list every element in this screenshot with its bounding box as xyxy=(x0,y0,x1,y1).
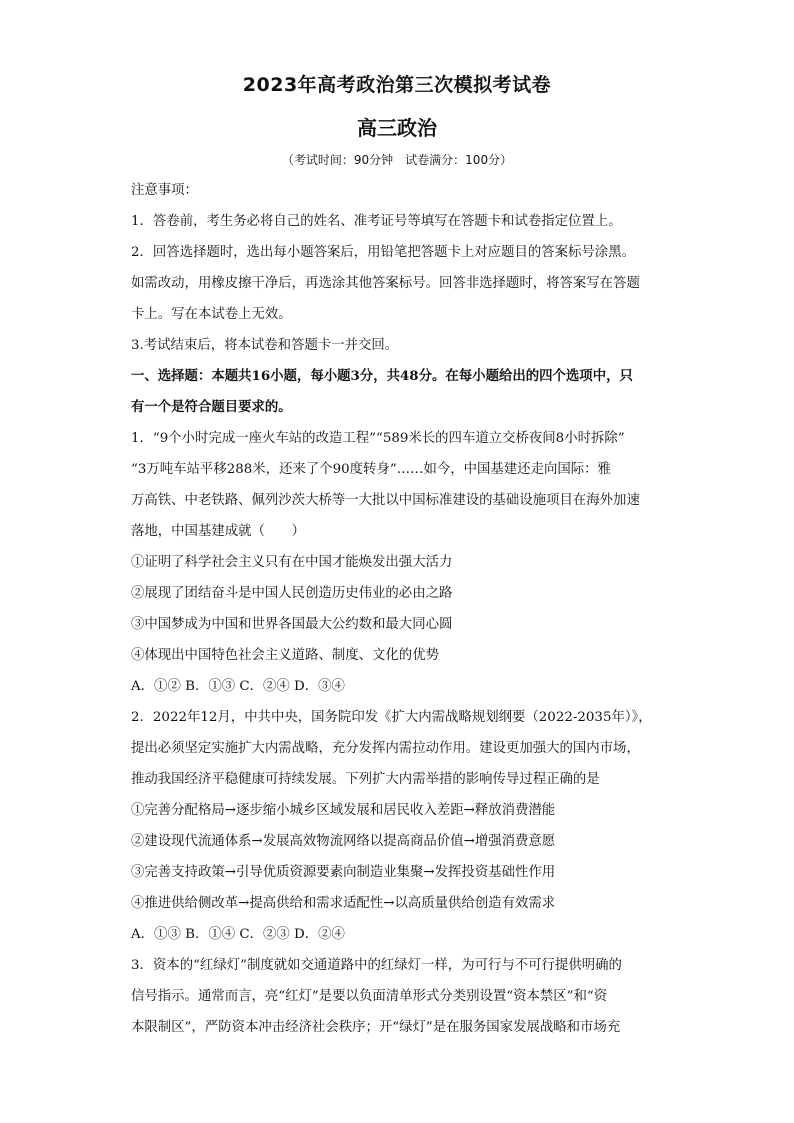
q2-option-1: ①完善分配格局→逐步缩小城乡区域发展和居民收入差距→释放消费潜能 xyxy=(131,803,556,818)
q3-line-1: 3．资本的“红绿灯”制度就如交通道路中的红绿灯一样，为可行与不可行提供明确的 xyxy=(131,958,622,973)
q3-line-3: 本限制区”，严防资本冲击经济社会秩序；开“绿灯”是在服务国家发展战略和市场充 xyxy=(131,1020,621,1035)
main-title: 2023年高考政治第三次模拟考试卷 xyxy=(242,74,552,96)
note-item-3: 3.考试结束后，将本试卷和答题卡一并交回。 xyxy=(131,338,399,353)
q1-option-3: ③中国梦成为中国和世界各国最大公约数和最大同心圆 xyxy=(131,617,453,632)
q1-line-2: “3万吨车站平移288米，还来了个90度转身”……如今，中国基建还走向国际：雅 xyxy=(131,462,611,477)
q2-option-3: ③完善支持政策→引导优质资源要素向制造业集聚→发挥投资基础性作用 xyxy=(131,865,556,880)
q2-choices: A．①③ B．①④ C．②③ D．②④ xyxy=(131,927,345,942)
note-item-2-line-3: 卡上。写在本试卷上无效。 xyxy=(131,307,292,322)
q1-line-1: 1．“9个小时完成一座火车站的改造工程”“589米长的四车道立交桥夜间8小时拆除” xyxy=(131,431,625,446)
body-text xyxy=(131,175,671,1043)
q1-line-4: 落地，中国基建成就（ ） xyxy=(131,524,306,539)
note-item-1: 1．答卷前，考生务必将自己的姓名、准考证号等填写在答题卡和试卷指定位置上。 xyxy=(131,214,622,229)
q1-option-2: ②展现了团结奋斗是中国人民创造历史伟业的必由之路 xyxy=(131,586,453,601)
q1-line-3: 万高铁、中老铁路、佩列沙茨大桥等一大批以中国标准建设的基础设施项目在海外加速 xyxy=(131,493,640,508)
q2-line-2: 提出必须坚定实施扩大内需战略，充分发挥内需拉动作用。建设更加强大的国内市场， xyxy=(131,741,640,756)
q2-option-4: ④推进供给侧改革→提高供给和需求适配性→以高质量供给创造有效需求 xyxy=(131,896,556,911)
section1-intro-line-1: 一、选择题：本题共16小题，每小题3分，共48分。在每小题给出的四个选项中，只 xyxy=(131,368,633,384)
sub-title: 高三政治 xyxy=(357,116,437,140)
q1-option-1: ①证明了科学社会主义只有在中国才能焕发出强大活力 xyxy=(131,555,453,570)
q2-line-3: 推动我国经济平稳健康可持续发展。下列扩大内需举措的影响传导过程正确的是 xyxy=(131,772,600,787)
q3-line-2: 信号指示。通常而言，亮“红灯”是要以负面清单形式分类别设置“资本禁区”和“资 xyxy=(131,989,608,1004)
note-item-2-line-1: 2．回答选择题时，选出每小题答案后，用铅笔把答题卡上对应题目的答案标号涂黑。 xyxy=(131,245,635,260)
q1-choices: A．①② B．①③ C．②④ D．③④ xyxy=(131,679,345,694)
q1-option-4: ④体现出中国特色社会主义道路、制度、文化的优势 xyxy=(131,648,439,663)
section1-intro-line-2: 有一个是符合题目要求的。 xyxy=(131,399,292,415)
exam-info: （考试时间：90分钟 试卷满分：100分） xyxy=(281,153,513,167)
q2-option-2: ②建设现代流通体系→发展高效物流网络以提高商品价值→增强消费意愿 xyxy=(131,834,556,849)
q2-line-1: 2．2022年12月，中共中央，国务院印发《扩大内需战略规划纲要（2022-2035年）》， xyxy=(131,710,652,725)
notes-heading: 注意事项： xyxy=(131,183,198,198)
note-item-2-line-2: 如需改动，用橡皮擦干净后，再选涂其他答案标号。回答非选择题时，将答案写在答题 xyxy=(131,276,640,291)
